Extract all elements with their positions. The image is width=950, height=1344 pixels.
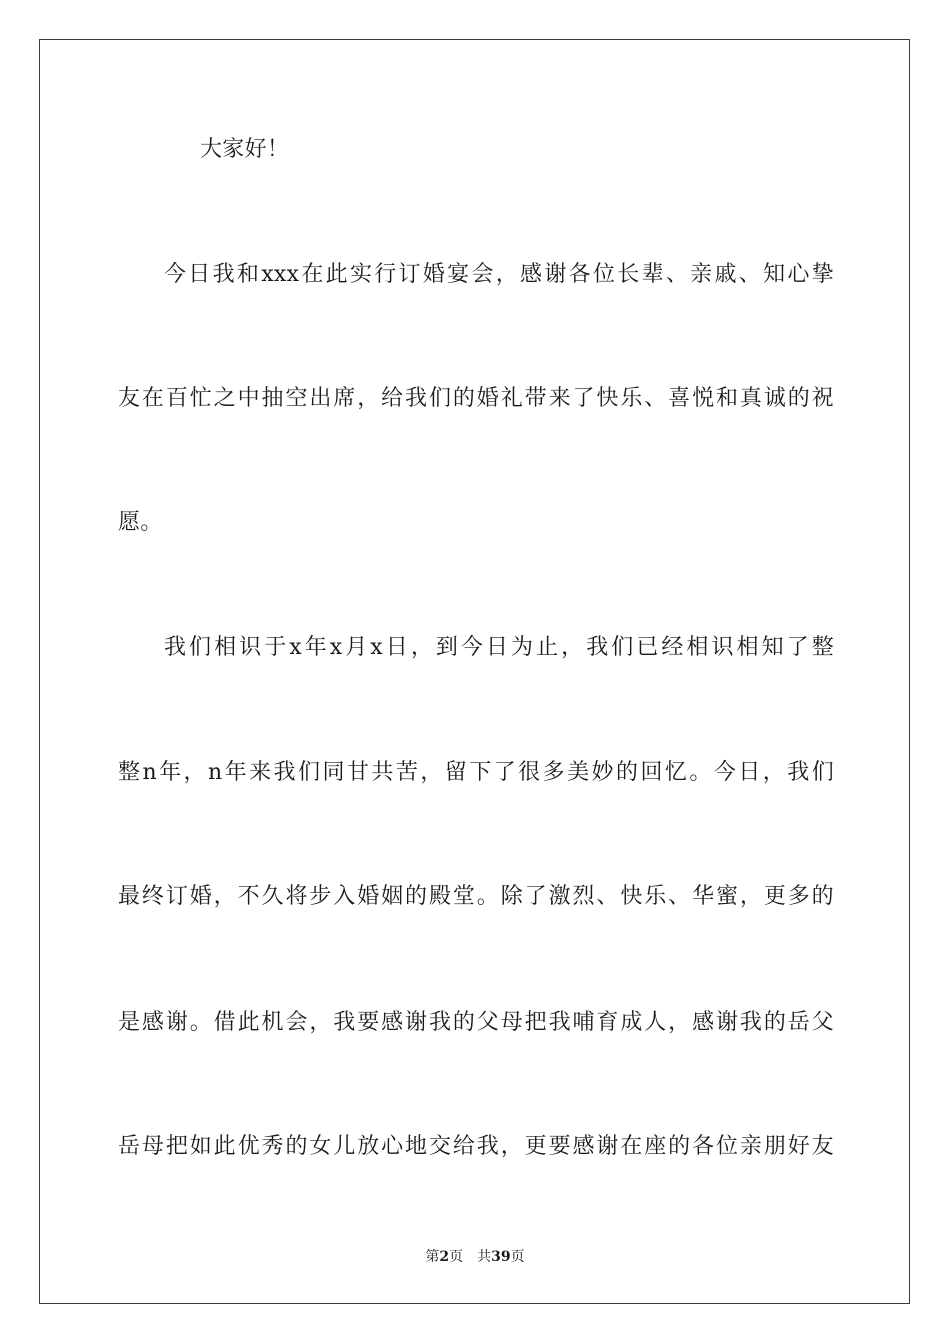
page-number: 2 bbox=[439, 1249, 450, 1265]
total-prefix: 共 bbox=[477, 1249, 492, 1265]
total-pages: 39 bbox=[491, 1249, 511, 1265]
paragraph-2-line-2: 整n年，n年来我们同甘共苦，留下了很多美妙的回忆。今日，我们 bbox=[118, 760, 834, 785]
greeting-line: 大家好！ bbox=[200, 137, 290, 162]
paragraph-1-line-1: 今日我和xxx在此实行订婚宴会，感谢各位长辈、亲戚、知心挚 bbox=[164, 262, 834, 287]
page-suffix: 页 bbox=[449, 1249, 464, 1265]
page-border bbox=[39, 39, 910, 1304]
paragraph-2-line-4: 是感谢。借此机会，我要感谢我的父母把我哺育成人，感谢我的岳父 bbox=[118, 1010, 834, 1035]
paragraph-2-line-3: 最终订婚，不久将步入婚姻的殿堂。除了激烈、快乐、华蜜，更多的 bbox=[118, 884, 834, 909]
paragraph-2-line-1: 我们相识于x年x月x日，到今日为止，我们已经相识相知了整 bbox=[164, 635, 834, 660]
paragraph-2-line-5: 岳母把如此优秀的女儿放心地交给我，更要感谢在座的各位亲朋好友 bbox=[118, 1134, 834, 1159]
page-prefix: 第 bbox=[425, 1249, 440, 1265]
page-footer bbox=[0, 1247, 950, 1267]
total-suffix: 页 bbox=[510, 1249, 525, 1265]
paragraph-1-line-2: 友在百忙之中抽空出席，给我们的婚礼带来了快乐、喜悦和真诚的祝 bbox=[118, 386, 834, 411]
paragraph-1-line-3: 愿。 bbox=[118, 510, 163, 535]
